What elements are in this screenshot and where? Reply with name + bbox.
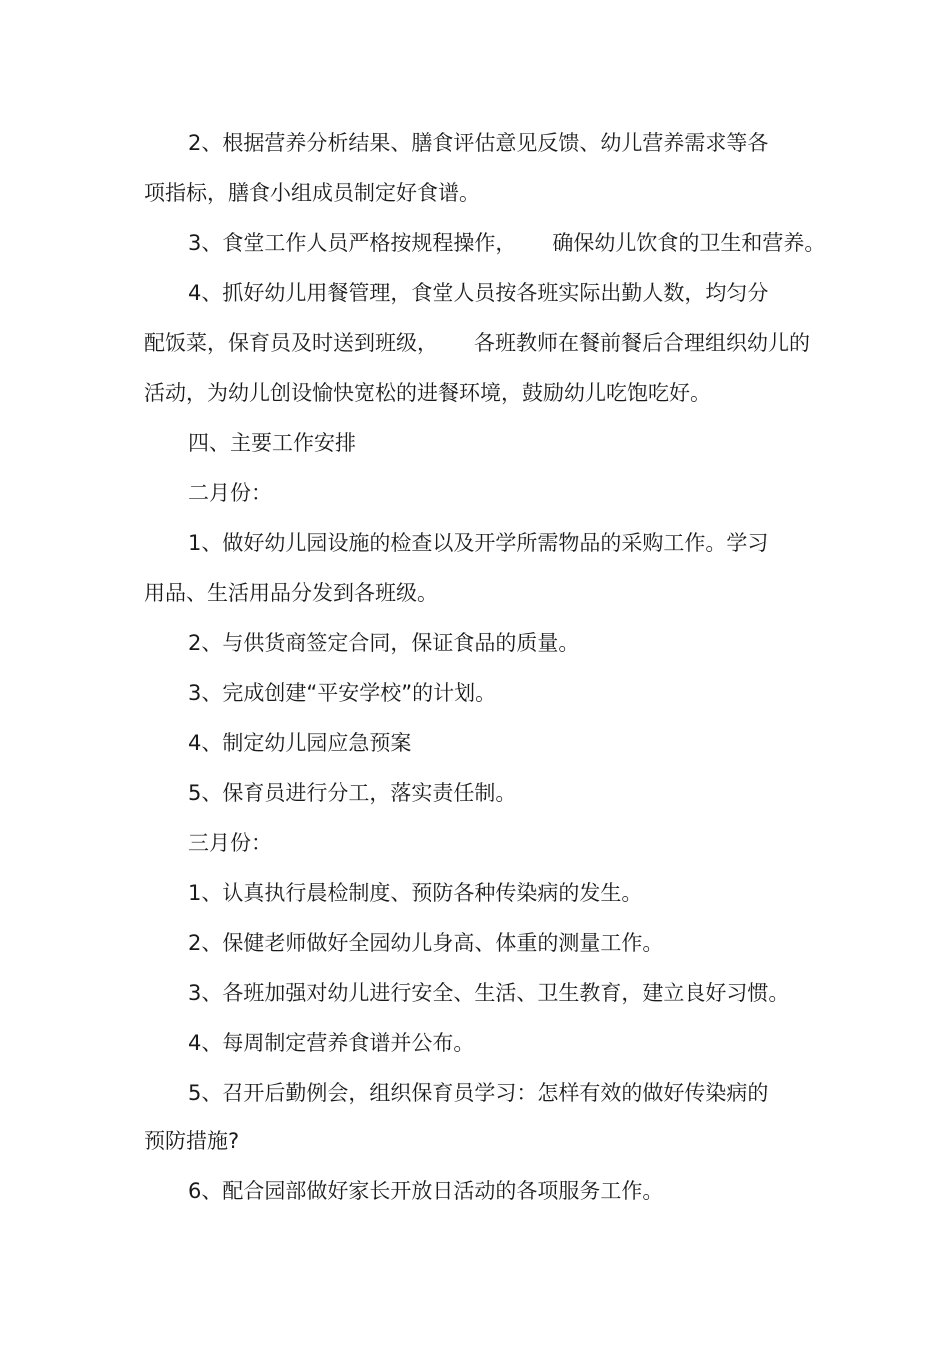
paragraph-segment: 各班教师在餐前餐后合理组织幼儿的	[474, 331, 810, 355]
section-heading: 四、主要工作安排	[188, 431, 356, 455]
paragraph-line: 4、每周制定营养食谱并公布。	[188, 1031, 475, 1055]
paragraph-line: 活动，为幼儿创设愉快宽松的进餐环境，鼓励幼儿吃饱吃好。	[144, 381, 711, 405]
paragraph-line	[144, 330, 810, 356]
paragraph-line: 1、认真执行晨检制度、预防各种传染病的发生。	[188, 881, 643, 905]
paragraph-line: 5、保育员进行分工，落实责任制。	[188, 781, 517, 805]
month-heading: 三月份：	[188, 831, 272, 855]
paragraph-line: 2、根据营养分析结果、膳食评估意见反馈、幼儿营养需求等各	[188, 131, 769, 155]
paragraph-line: 1、做好幼儿园设施的检查以及开学所需物品的采购工作。学习	[188, 531, 769, 555]
paragraph-segment: 3、食堂工作人员严格按规程操作，	[188, 231, 517, 255]
paragraph-line: 项指标，膳食小组成员制定好食谱。	[144, 181, 480, 205]
paragraph-segment: 配饭菜，保育员及时送到班级，	[144, 331, 438, 355]
paragraph-line: 2、与供货商签定合同，保证食品的质量。	[188, 631, 580, 655]
paragraph-line: 用品、生活用品分发到各班级。	[144, 581, 438, 605]
paragraph-line: 5、召开后勤例会，组织保育员学习：怎样有效的做好传染病的	[188, 1081, 769, 1105]
paragraph-line: 预防措施?	[144, 1129, 240, 1153]
paragraph-line	[188, 230, 825, 256]
paragraph-line: 4、制定幼儿园应急预案	[188, 731, 412, 755]
paragraph-line: 3、完成创建“平安学校”的计划。	[188, 681, 497, 705]
paragraph-line: 2、保健老师做好全园幼儿身高、体重的测量工作。	[188, 931, 664, 955]
paragraph-line: 4、抓好幼儿用餐管理，食堂人员按各班实际出勤人数，均匀分	[188, 281, 769, 305]
month-heading: 二月份：	[188, 481, 272, 505]
paragraph-line: 3、各班加强对幼儿进行安全、生活、卫生教育，建立良好习惯。	[188, 981, 790, 1005]
paragraph-line: 6、配合园部做好家长开放日活动的各项服务工作。	[188, 1179, 664, 1203]
paragraph-segment: 确保幼儿饮食的卫生和营养。	[552, 231, 826, 255]
